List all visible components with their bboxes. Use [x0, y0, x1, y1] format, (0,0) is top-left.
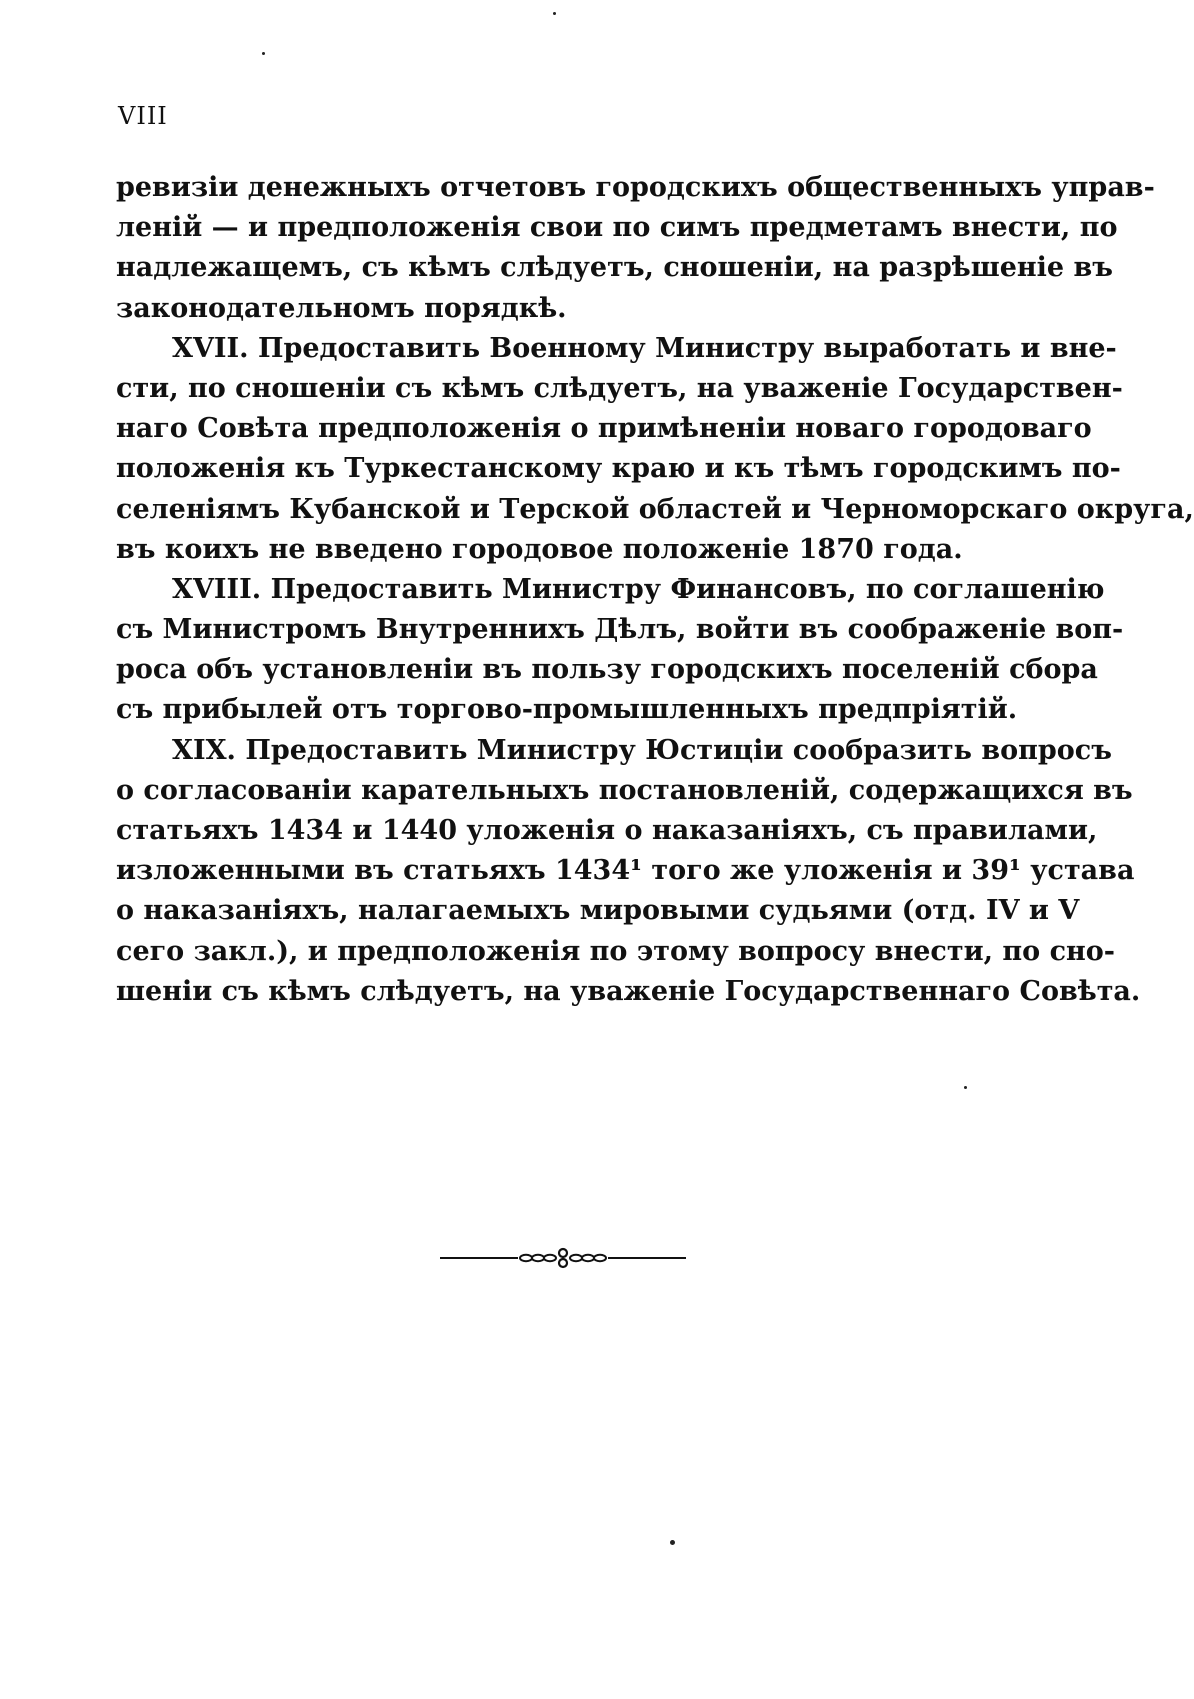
text-line: сти, по сношеніи съ кѣмъ слѣдуетъ, на уваженіе Государствен-	[116, 372, 1123, 404]
text-line: XVIII. Предоставить Министру Финансовъ, по соглашенію	[172, 573, 1105, 605]
text-line: съ Министромъ Внутреннихъ Дѣлъ, войти въ соображеніе воп-	[116, 614, 1124, 646]
speck-mark	[262, 52, 265, 55]
page-number: VIII	[118, 102, 168, 130]
text-line: положенія къ Туркестанскому краю и къ тѣмъ городскимъ по-	[116, 453, 1121, 485]
text-line: ревизіи денежныхъ отчетовъ городскихъ общественныхъ управ-	[116, 172, 1155, 203]
text-line: леній — и предположенія свои по симъ предметамъ внести, по	[116, 212, 1118, 244]
text-line: съ прибылей отъ торгово-промышленныхъ предпріятій.	[116, 694, 1018, 726]
text-line: статьяхъ 1434 и 1440 уложенія о наказаніяхъ, съ правилами,	[116, 815, 1098, 846]
ornament-divider-icon	[440, 1245, 686, 1271]
text-line: роса объ установленіи въ пользу городскихъ поселеній сбора	[116, 654, 1098, 686]
text-line: о наказаніяхъ, налагаемыхъ мировыми судьями (отд. IV и V	[116, 895, 1080, 927]
speck-mark	[553, 12, 556, 15]
paragraph-xix	[116, 731, 1141, 1012]
text-line: шеніи съ кѣмъ слѣдуетъ, на уваженіе Государственнаго Совѣта.	[116, 975, 1141, 1007]
text-line: XVII. Предоставить Военному Министру выработать и вне-	[172, 332, 1117, 364]
text-line: селеніямъ Кубанской и Терской областей и Черноморскаго округа,	[116, 493, 1194, 525]
text-line: надлежащемъ, съ кѣмъ слѣдуетъ, сношеніи, на разрѣшеніе въ	[116, 252, 1113, 284]
document-body	[116, 168, 1194, 1012]
paragraph-1	[116, 168, 1155, 329]
paragraph-xvii	[116, 329, 1194, 570]
speck-mark	[964, 1086, 967, 1089]
text-line: законодательномъ порядкѣ.	[116, 292, 567, 324]
text-line: XIX. Предоставить Министру Юстиціи сообразить вопросъ	[172, 734, 1112, 766]
text-line: наго Совѣта предположенія о примѣненіи новаго городоваго	[116, 413, 1092, 445]
text-line: сего закл.), и предположенія по этому вопросу внести, по сно-	[116, 935, 1115, 967]
text-line: изложенными въ статьяхъ 1434¹ того же уложенія и 39¹ устава	[116, 855, 1135, 887]
speck-mark	[670, 1540, 675, 1545]
paragraph-xviii	[116, 570, 1124, 731]
text-line: о согласованіи карательныхъ постановленій, содержащихся въ	[116, 774, 1133, 806]
text-line: въ коихъ не введено городовое положеніе 1870 года.	[116, 533, 963, 565]
